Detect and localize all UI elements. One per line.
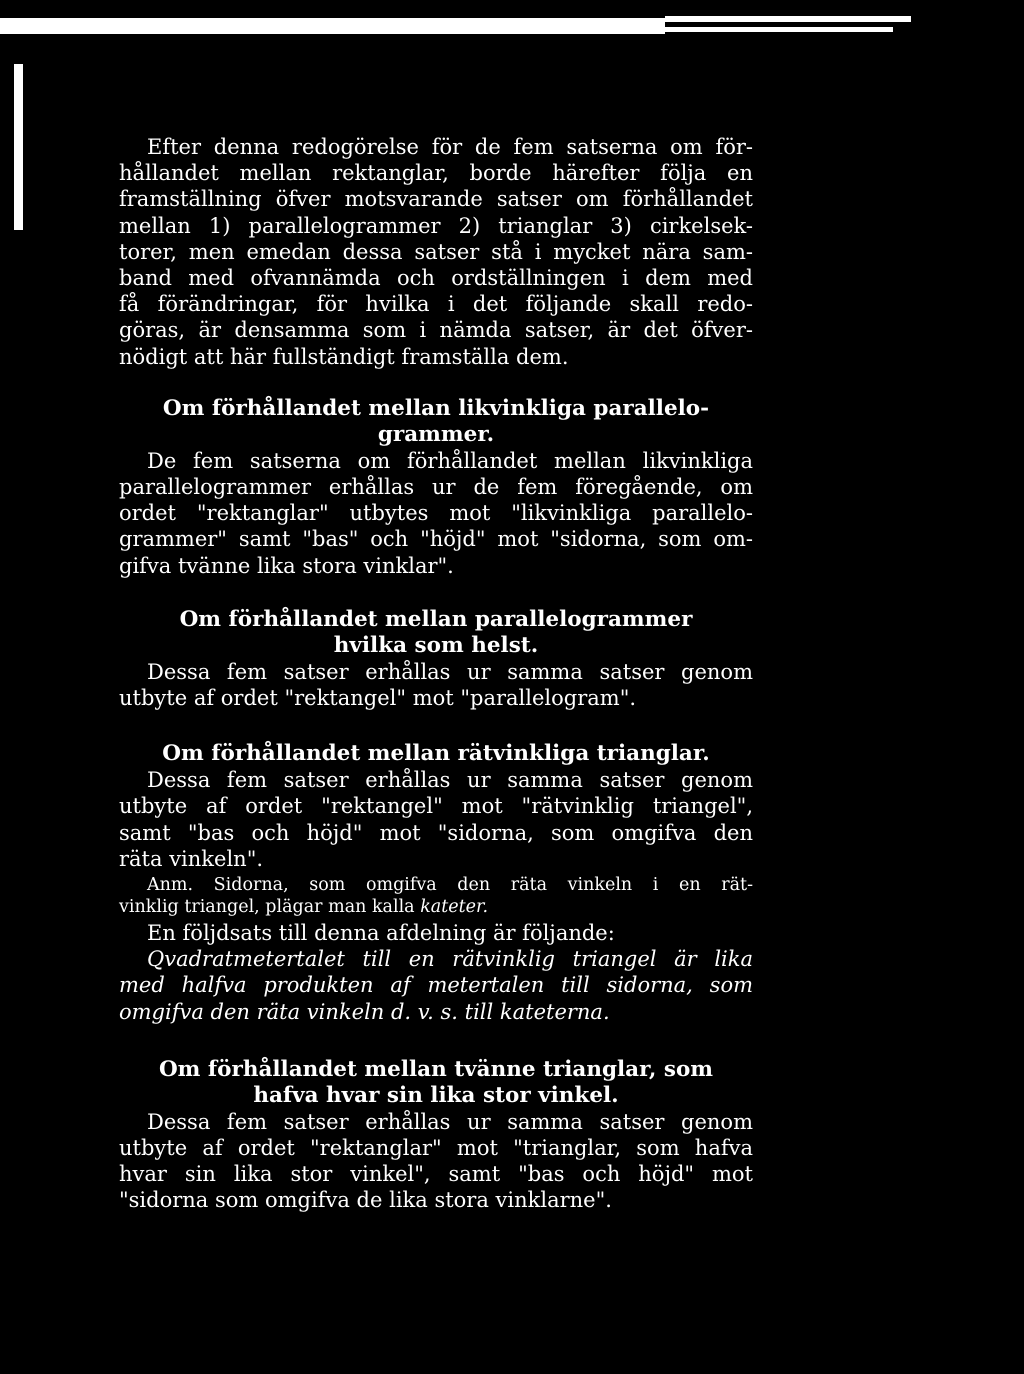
text-line: få förändringar, för hvilka i det följande skall redo- [119,292,753,317]
section-body-tvanne-trianglar [119,1109,753,1214]
annotation-note [119,874,753,918]
section-body-ratvinkliga-trianglar [119,767,753,872]
text-line: utbyte af ordet "rektanglar" mot "trianglar, som hafva [119,1136,753,1161]
text-line: Dessa fem satser erhållas ur samma satser genom [147,768,753,793]
note-term: kateter. [420,897,489,918]
text-line: mellan 1) parallelogrammer 2) trianglar 3) cirkelsek- [119,213,753,238]
text-line: grammer" samt "bas" och "höjd" mot "sidorna, som om- [119,527,753,552]
text-line: med halfva produkten af metertalen till sidorna, som [119,973,753,998]
text-line: parallelogrammer erhållas ur de fem föregående, om [119,475,753,500]
section-body-parallelogrammer [119,659,753,711]
text-line: hållandet mellan rektanglar, borde härefter följa en [119,161,753,186]
note-line: Anm. Sidorna, som omgifva den räta vinkeln i en rät- [147,875,753,896]
text-line: Qvadratmetertalet till en rätvinklig triangel är lika [147,947,753,972]
text-line: hvar sin lika stor vinkel", samt "bas och höjd" mot [119,1162,753,1187]
top-border-rule-right-upper [665,16,911,22]
corollary-statement [119,946,753,1025]
intro-paragraph [119,134,753,370]
text-line: samt "bas och höjd" mot "sidorna, som omgifva den [119,820,753,845]
section-heading-likvinkliga-parallelogrammer: Om förhållandet mellan likvinkliga parallelo- grammer. [162,395,710,447]
text-line: nödigt att här fullständigt framställa dem. [119,344,569,369]
text-line: De fem satserna om förhållandet mellan likvinkliga [147,448,753,473]
text-line: Dessa fem satser erhållas ur samma satser genom [147,1109,753,1134]
text-line: räta vinkeln". [119,846,264,871]
text-line: Efter denna redogörelse för de fem satserna om för- [147,135,753,159]
text-line: En följdsats till denna afdelning är följande: [147,921,615,946]
text-line: gifva tvänne lika stora vinklar". [119,553,454,578]
text-line: framställning öfver motsvarande satser om förhållandet [119,187,753,212]
section-heading-tvanne-trianglar: Om förhållandet mellan tvänne trianglar, som hafva hvar sin lika stor vinkel. [158,1056,714,1108]
text-line: utbyte af ordet "rektangel" mot "parallelogram". [119,686,637,711]
left-margin-bar [14,64,23,230]
text-line: ordet "rektanglar" utbytes mot "likvinkliga parallelo- [119,501,753,526]
corollary-intro [119,920,753,946]
page-text [119,134,753,1214]
text-line: Dessa fem satser erhållas ur samma satser genom [147,659,753,684]
section-heading-ratvinkliga-trianglar: Om förhållandet mellan rätvinkliga trianglar. [162,741,710,767]
text-line: torer, men emedan dessa satser stå i mycket nära sam- [119,239,753,264]
top-border-rule [0,18,665,34]
note-line: vinklig triangel, plägar man kalla kateter. [119,897,489,918]
section-body-likvinkliga-parallelogrammer [119,448,753,579]
text-line: göras, är densamma som i nämda satser, är det öfver- [119,318,753,343]
text-line: omgifva den räta vinkeln d. v. s. till kateterna. [119,999,610,1024]
text-line: band med ofvannämda och ordställningen i dem med [119,266,753,291]
section-heading-parallelogrammer: Om förhållandet mellan parallelogrammer hvilka som helst. [179,606,693,658]
top-border-rule-right-lower [665,27,893,32]
text-line: "sidorna som omgifva de lika stora vinklarne". [119,1188,612,1213]
text-line: utbyte af ordet "rektangel" mot "rätvinklig triangel", [119,794,753,819]
